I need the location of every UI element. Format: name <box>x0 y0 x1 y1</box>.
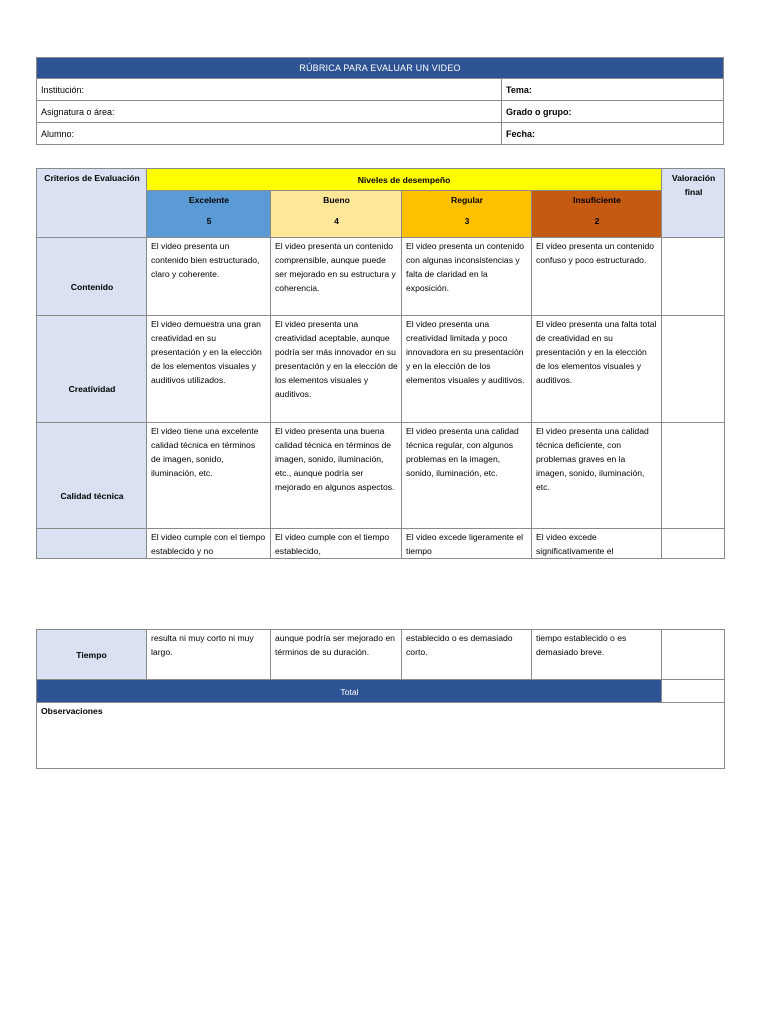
observaciones-field[interactable]: Observaciones <box>37 703 725 769</box>
criterion-creatividad: Creatividad <box>37 316 147 423</box>
level-score: 2 <box>594 216 600 226</box>
niveles-header: Niveles de desempeño <box>147 169 662 191</box>
cell-tiempo-bueno-top: El video cumple con el tiempo establecido, <box>271 529 402 559</box>
row-tiempo <box>37 630 725 680</box>
row-tiempo-top <box>37 529 725 559</box>
row-creatividad <box>37 316 725 423</box>
valoracion-calidad-tecnica[interactable] <box>662 423 725 529</box>
row-observaciones <box>37 703 725 769</box>
cell-tiempo-bueno: aunque podría ser mejorado en términos de su duración. <box>271 630 402 680</box>
level-name: Insuficiente <box>573 195 621 205</box>
rubric-table-continued <box>36 629 725 769</box>
row-calidad-tecnica <box>37 423 725 529</box>
total-label: Total <box>37 680 662 703</box>
asignatura-field[interactable]: Asignatura o área: <box>37 101 502 123</box>
cell-calidad-regular: El video presenta una calidad técnica regular, con algunos problemas en la imagen, sonido, iluminación, etc. <box>402 423 532 529</box>
cell-contenido-regular: El video presenta un contenido con algunas inconsistencias y falta de claridad en la exposición. <box>402 238 532 316</box>
valoracion-tiempo-top[interactable] <box>662 529 725 559</box>
cell-tiempo-regular-top: El video excede ligeramente el tiempo <box>402 529 532 559</box>
criterion-tiempo-top <box>37 529 147 559</box>
cell-contenido-excelente: El video presenta un contenido bien estructurado, claro y coherente. <box>147 238 271 316</box>
valoracion-header: Valoración final <box>662 169 725 238</box>
level-bueno <box>271 191 402 238</box>
cell-creatividad-excelente: El video demuestra una gran creatividad en su presentación y en la elección de los elementos visuales y auditivos utilizados. <box>147 316 271 423</box>
institucion-field[interactable]: Institución: <box>37 79 502 101</box>
criterion-calidad-tecnica: Calidad técnica <box>37 423 147 529</box>
cell-tiempo-insuficiente: tiempo establecido o es demasiado breve. <box>532 630 662 680</box>
valoracion-tiempo[interactable] <box>662 630 725 680</box>
cell-contenido-bueno: El video presenta un contenido comprensible, aunque puede ser mejorado en su estructura y coherencia. <box>271 238 402 316</box>
alumno-field[interactable]: Alumno: <box>37 123 502 145</box>
valoracion-creatividad[interactable] <box>662 316 725 423</box>
cell-creatividad-insuficiente: El video presenta una falta total de creatividad en su presentación y en la elección de los elementos visuales y auditivos. <box>532 316 662 423</box>
cell-tiempo-insuficiente-top: El video excede significativamente el <box>532 529 662 559</box>
level-regular <box>402 191 532 238</box>
cell-tiempo-regular: establecido o es demasiado corto. <box>402 630 532 680</box>
rubric-table <box>36 168 725 559</box>
cell-tiempo-excelente-top: El video cumple con el tiempo establecido y no <box>147 529 271 559</box>
level-name: Regular <box>451 195 483 205</box>
level-insuficiente <box>532 191 662 238</box>
rubric-title: RÚBRICA PARA EVALUAR UN VIDEO <box>37 58 724 79</box>
cell-contenido-insuficiente: El video presenta un contenido confuso y poco estructurado. <box>532 238 662 316</box>
level-excelente <box>147 191 271 238</box>
level-name: Excelente <box>188 195 230 205</box>
row-contenido <box>37 238 725 316</box>
header-table <box>36 57 724 145</box>
level-score: 4 <box>334 216 339 226</box>
criterios-header: Criterios de Evaluación <box>37 169 147 238</box>
cell-calidad-insuficiente: El video presenta una calidad técnica deficiente, con problemas graves en la imagen, sonido, iluminación, etc. <box>532 423 662 529</box>
grado-field[interactable]: Grado o grupo: <box>502 101 724 123</box>
cell-tiempo-excelente: resulta ni muy corto ni muy largo. <box>147 630 271 680</box>
cell-creatividad-regular: El video presenta una creatividad limitada y poco innovadora en su presentación y en la elección de los elementos visuales y auditivos. <box>402 316 532 423</box>
cell-calidad-excelente: El video tiene una excelente calidad técnica en términos de imagen, sonido, iluminación, etc. <box>147 423 271 529</box>
total-value[interactable] <box>662 680 725 703</box>
tema-field[interactable]: Tema: <box>502 79 724 101</box>
fecha-field[interactable]: Fecha: <box>502 123 724 145</box>
level-score: 5 <box>206 216 212 226</box>
criterion-tiempo: Tiempo <box>37 630 147 680</box>
cell-creatividad-bueno: El video presenta una creatividad aceptable, aunque podría ser más innovador en su presentación y en la elección de los elementos visuales y auditivos. <box>271 316 402 423</box>
cell-calidad-bueno: El video presenta una buena calidad técnica en términos de imagen, sonido, iluminación, etc., aunque podría ser mejorado en algunos aspectos. <box>271 423 402 529</box>
criterion-contenido: Contenido <box>37 238 147 316</box>
valoracion-contenido[interactable] <box>662 238 725 316</box>
level-score: 3 <box>464 216 470 226</box>
row-total <box>37 680 725 703</box>
level-name: Bueno <box>323 195 350 205</box>
